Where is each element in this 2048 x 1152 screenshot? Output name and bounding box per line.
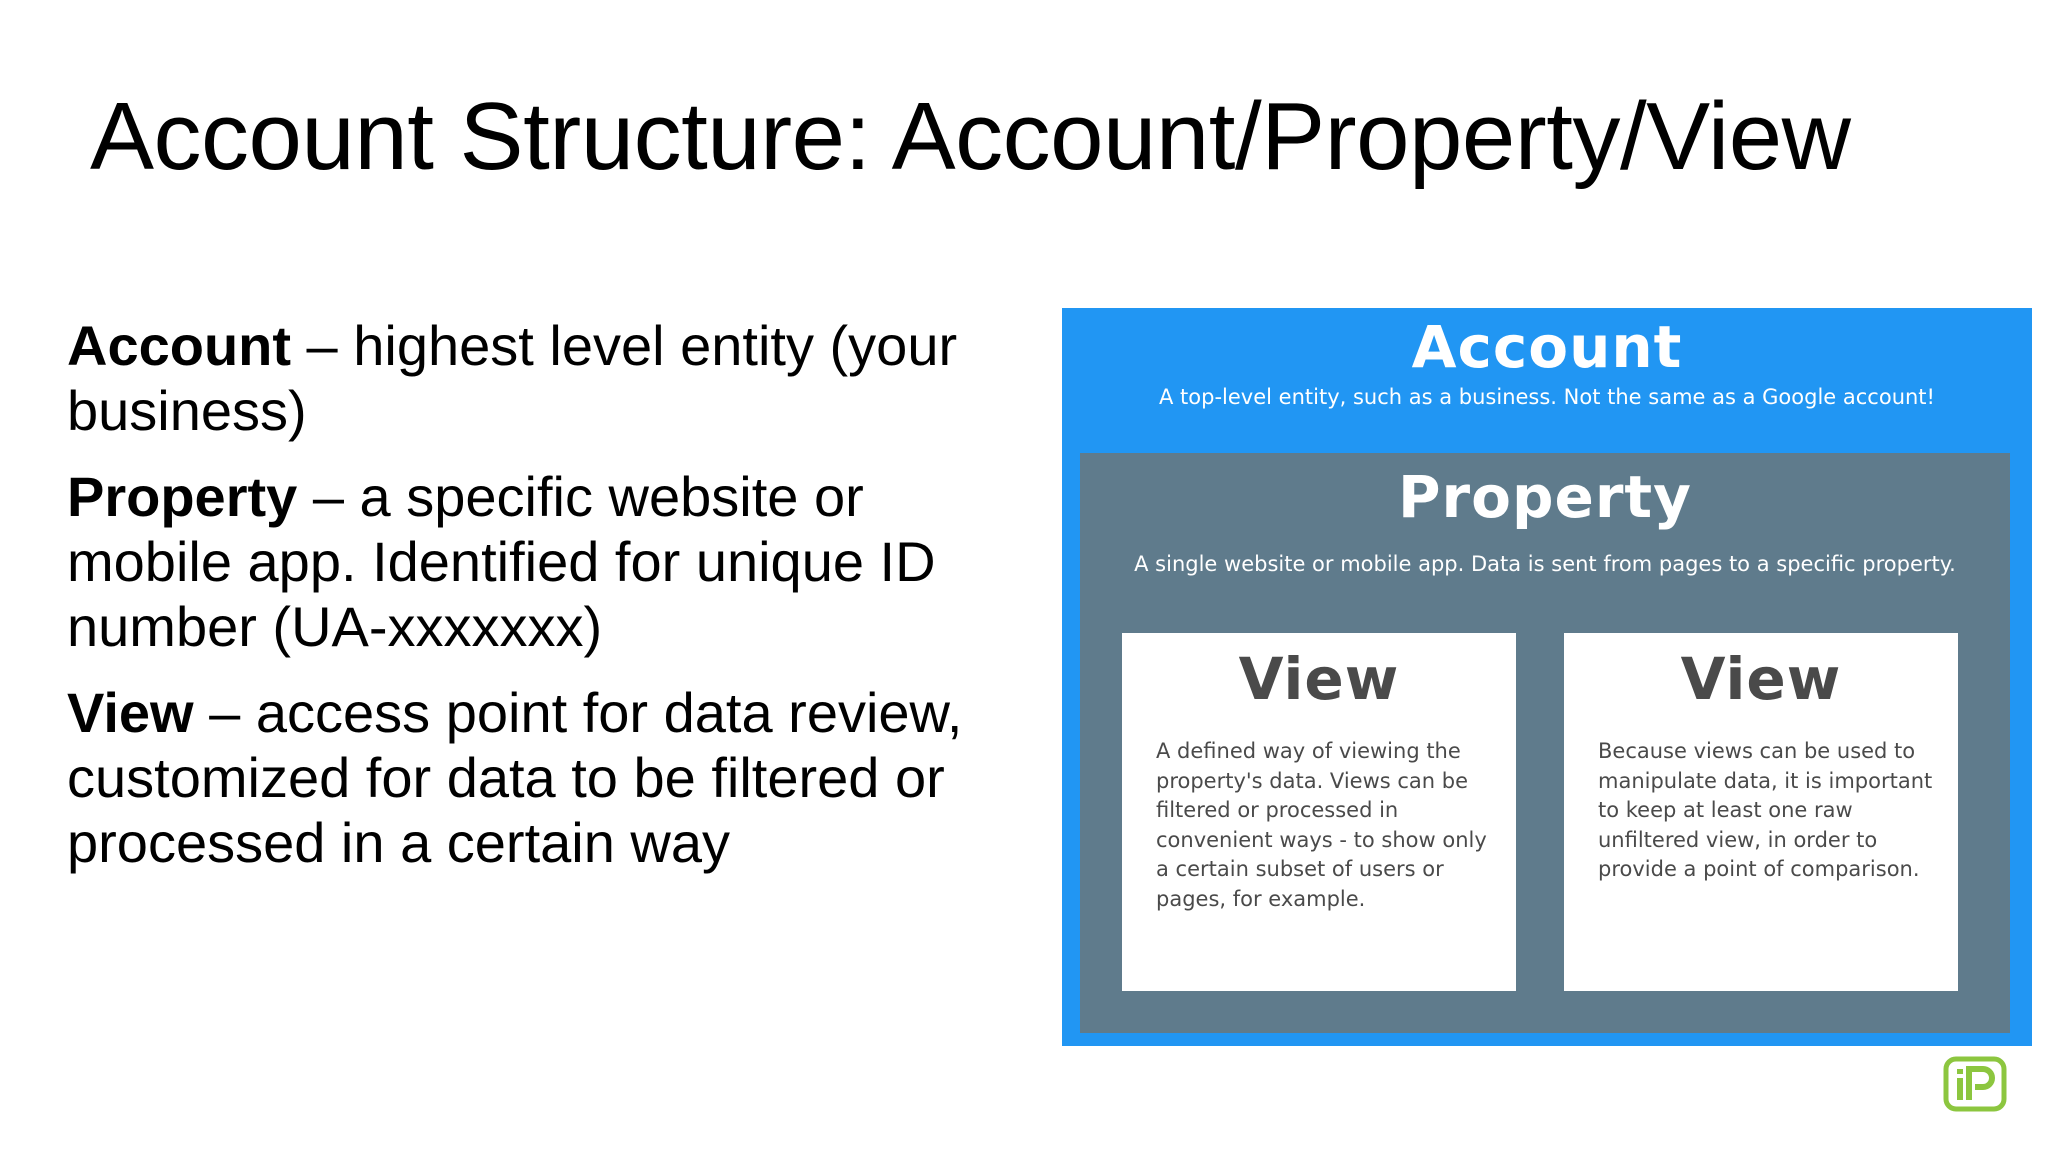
- bullet-view: [67, 680, 987, 875]
- definition-view: – access point for data review, customized for data to be filtered or processed in a certain way: [67, 681, 963, 874]
- ip-logo-icon: [1943, 1056, 2007, 1112]
- view-title-1: View: [1238, 645, 1400, 713]
- term-account: Account: [67, 314, 291, 377]
- view-box-2: [1564, 633, 1958, 991]
- view-description-2: Because views can be used to manipulate data, it is important to keep at least one raw unfiltered view, in order to provide a point of comparison.: [1598, 739, 1933, 881]
- account-structure-diagram: [1062, 308, 2032, 1046]
- definition-account: – highest level entity (your business): [67, 314, 958, 442]
- view-box-1: [1122, 633, 1516, 991]
- property-box: [1080, 453, 2010, 1033]
- slide-title: Account Structure: Account/Property/View: [90, 83, 1851, 190]
- bullet-account: [67, 313, 987, 443]
- account-description: A top-level entity, such as a business. Not the same as a Google account!: [1159, 385, 1935, 409]
- term-property: Property: [67, 465, 298, 528]
- property-title: Property: [1398, 463, 1692, 531]
- bullet-property: [67, 464, 987, 659]
- definition-property: – a specific website or mobile app. Identified for unique ID number (UA-xxxxxxx): [67, 465, 936, 658]
- view-description-1: A defined way of viewing the property's data. Views can be filtered or processed in convenient ways - to show only a certain subset of users or pages, for example.: [1156, 739, 1487, 911]
- definition-list: [67, 313, 987, 896]
- property-description: A single website or mobile app. Data is sent from pages to a specific property.: [1134, 552, 1956, 576]
- view-title-2: View: [1680, 645, 1842, 713]
- term-view: View: [67, 681, 194, 744]
- account-title: Account: [1411, 313, 1683, 381]
